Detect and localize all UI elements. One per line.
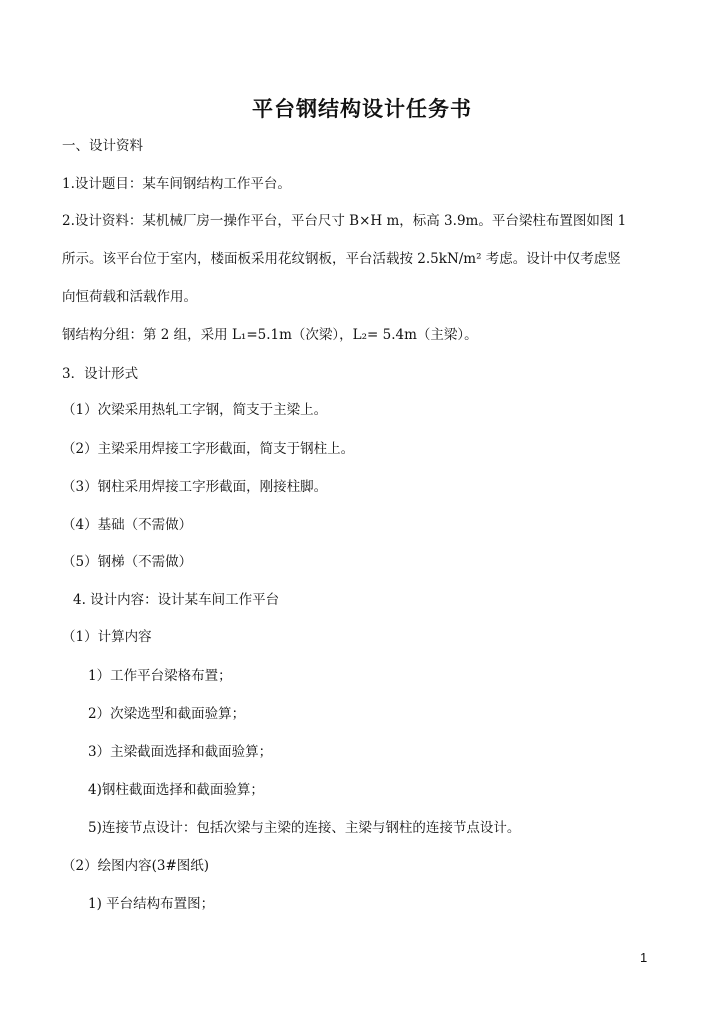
sub-list-item: 1) 平台结构布置图； [88, 896, 215, 912]
list-item: （2）绘图内容(3#图纸) [62, 858, 210, 874]
sub-list-item: 2）次梁选型和截面验算； [88, 706, 246, 722]
section-heading-design-form: 3．设计形式 [62, 366, 139, 382]
list-item: （1）次梁采用热轧工字钢，简支于主梁上。 [62, 402, 328, 418]
sub-list-item: 1）工作平台梁格布置； [88, 668, 232, 684]
list-item: （4）基础（不需做） [62, 517, 193, 533]
page-number: 1 [640, 950, 648, 965]
list-item: （3）钢柱采用焊接工字形截面，刚接柱脚。 [62, 479, 328, 495]
section-heading-design-content: 4. 设计内容：设计某车间工作平台 [73, 592, 280, 608]
list-item: （2）主梁采用焊接工字形截面，简支于钢柱上。 [62, 441, 355, 457]
document-title: 平台钢结构设计任务书 [252, 97, 472, 121]
paragraph-line: 1.设计题目：某车间钢结构工作平台。 [62, 176, 291, 192]
paragraph-line: 2.设计资料：某机械厂房一操作平台，平台尺寸 B×H m，标高 3.9m。平台梁柱布置图如图 1 [62, 213, 627, 229]
paragraph-line: 钢结构分组：第 2 组，采用 L₁=5.1m（次梁），L₂= 5.4m（主梁）。 [62, 327, 478, 343]
list-item: （1）计算内容 [62, 629, 152, 645]
paragraph-line: 向恒荷载和活载作用。 [62, 289, 197, 305]
sub-list-item: 4)钢柱截面选择和截面验算； [88, 782, 264, 798]
sub-list-item: 3）主梁截面选择和截面验算； [88, 744, 273, 760]
paragraph-line: 所示。该平台位于室内，楼面板采用花纹钢板，平台活载按 2.5kN/m² 考虑。设计中仅考虑竖 [62, 251, 621, 267]
sub-list-item: 5)连接节点设计：包括次梁与主梁的连接、主梁与钢柱的连接节点设计。 [88, 820, 521, 836]
list-item: （5）钢梯（不需做） [62, 554, 193, 570]
section-heading-design-data: 一、设计资料 [62, 138, 143, 154]
